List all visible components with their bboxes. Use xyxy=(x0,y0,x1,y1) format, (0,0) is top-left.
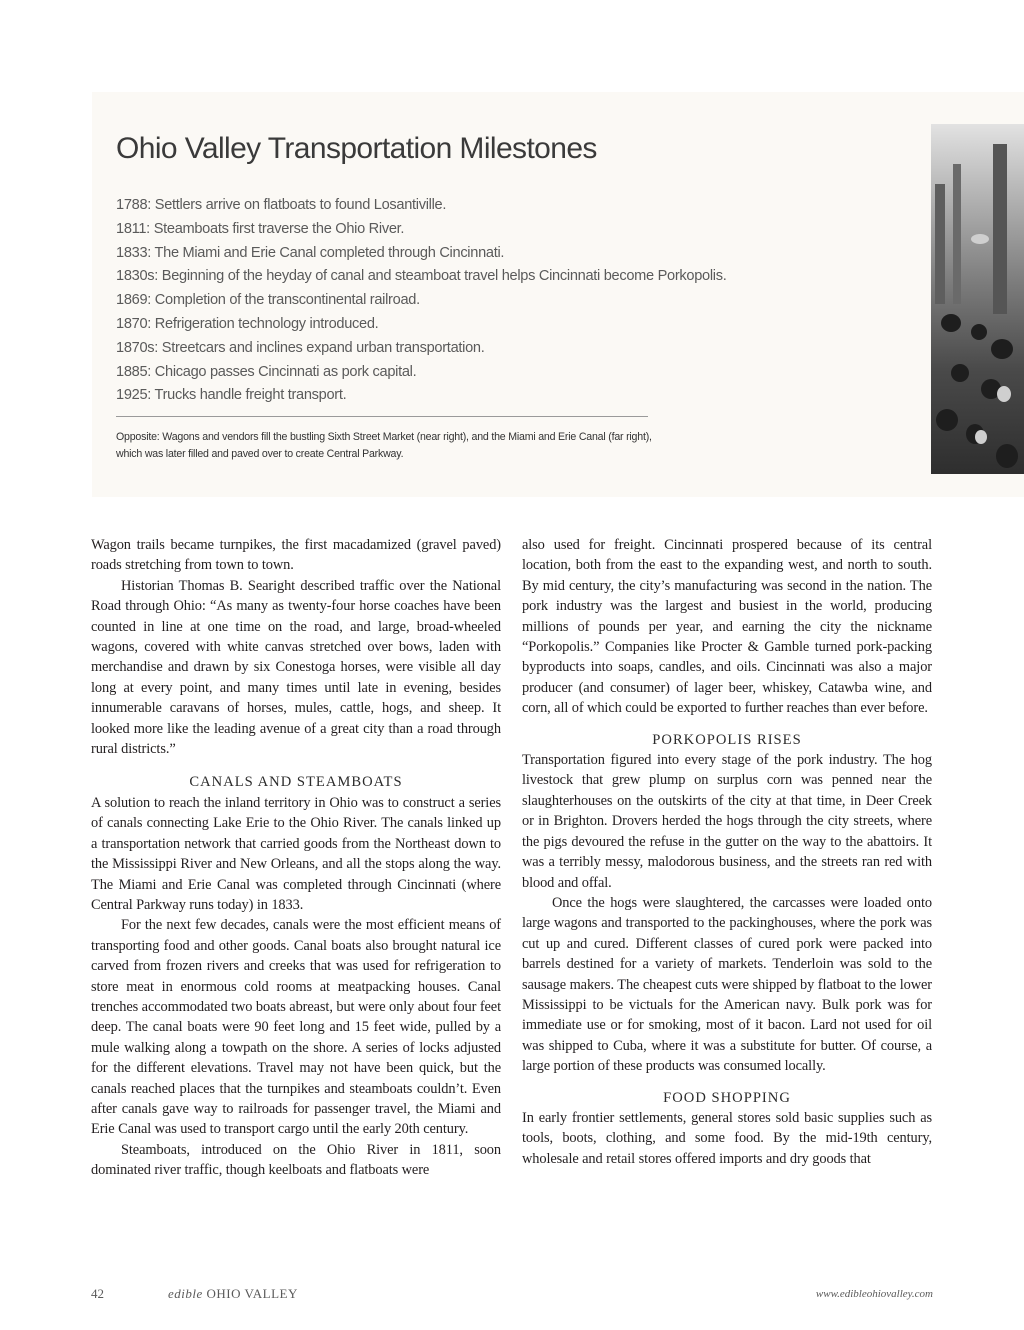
milestone-item: 1830s: Beginning of the heyday of canal and steamboat travel helps Cincinnati become Porkopolis. xyxy=(116,268,727,285)
photo-caption: Opposite: Wagons and vendors fill the bustling Sixth Street Market (near right), and the Miami and Erie Canal (far right), which was later filled and paved over to create Central Parkway. xyxy=(116,431,652,460)
body-paragraph: For the next few decades, canals were the most efficient means of transporting food and other goods. Canal boats also brought natural ice carved from frozen rivers and creeks that was used for refrigeration to store meat in enormous cold rooms at meatpacking houses. Canal trenches accommodated two boats abreast, but were only about four feet deep. The canal boats were 90 feet long and 15 feet wide, pulled by a mule walking along a towpath on the shore. A series of locks adjusted for the different elevations. Travel may not have been quick, but the canals reached places that the turnpikes and steamboats couldn’t. Even after canals gave way to railroads for passenger travel, the Miami and Erie Canal was used to transport cargo until the early 20th century. xyxy=(91,917,501,1138)
left-column xyxy=(91,535,501,1181)
milestone-item: 1885: Chicago passes Cincinnati as pork capital. xyxy=(116,363,417,380)
magazine-name-edible: edible xyxy=(168,1286,203,1301)
right-column xyxy=(522,535,932,1169)
body-paragraph: Wagon trails became turnpikes, the first macadamized (gravel paved) roads stretching from town to town. xyxy=(91,537,501,574)
body-paragraph: Historian Thomas B. Searight described traffic over the National Road through Ohio: “As many as twenty-four horse coaches have been counted in line at one time on the road, and large, broad-wheeled wagons, covered with white canvas stretched over bows, laden with merchandise and drawn by six Conestoga horses, were visible all day long at every point, and many times until late in evening, besides innumerable caravans of horses, mules, cattle, hogs, and sheep. It looked more like the leading avenue of a great city than a road through rural districts.” xyxy=(91,577,501,758)
historic-street-photo xyxy=(931,124,1024,474)
milestone-item: 1833: The Miami and Erie Canal completed through Cincinnati. xyxy=(116,244,505,261)
body-paragraph: Once the hogs were slaughtered, the carcasses were loaded onto large wagons and transported to the packinghouses, where the pork was cut up and cured. Different classes of cured pork were packed into barrels destined for a variety of markets. Tenderloin was sold to the sausage makers. The cheapest cuts were shipped by flatboat to the lower Mississippi to be victuals for the American navy. Bulk pork was for immediate use or for smoking, most of it bacon. Lard not used for oil was shipped to Cuba, where it was a substitute for butter. Of course, a large portion of these products was consumed locally. xyxy=(522,894,932,1075)
section-heading: CANALS AND STEAMBOATS xyxy=(189,774,403,791)
body-paragraph: A solution to reach the inland territory in Ohio was to construct a series of canals connecting Lake Erie to the Ohio River. The canals linked up a transportation network that carried goods from the Northeast down to the Mississippi River and New Orleans, and all the stops along the way. The Miami and Erie Canal was completed through Cincinnati (where Central Parkway runs today) in 1833. xyxy=(91,794,501,913)
milestone-item: 1870s: Streetcars and inclines expand urban transportation. xyxy=(116,339,485,356)
sidebar-title: Ohio Valley Transportation Milestones xyxy=(116,132,597,165)
milestone-item: 1869: Completion of the transcontinental railroad. xyxy=(116,292,420,309)
website-url: www.edibleohiovalley.com xyxy=(815,1288,933,1300)
magazine-name xyxy=(168,1286,298,1302)
milestone-item: 1925: Trucks handle freight transport. xyxy=(116,387,347,404)
body-paragraph: Transportation figured into every stage of the pork industry. The hog livestock that grew plump on surplus corn was penned near the slaughterhouses on the outskirts of the city at that time, in Deer Creek or in Brighton. Drovers herded the hogs through the city streets, where the pigs devoured the refuse in the gutter on the way to the abattoirs. It was a terribly messy, malodorous business, and the streets ran red with blood and offal. xyxy=(522,752,932,891)
section-heading: PORKOPOLIS RISES xyxy=(652,731,802,748)
milestone-item: 1811: Steamboats first traverse the Ohio River. xyxy=(116,220,405,237)
section-heading: FOOD SHOPPING xyxy=(663,1089,791,1106)
sidebar-divider xyxy=(116,416,648,417)
milestone-item: 1788: Settlers arrive on flatboats to found Losantiville. xyxy=(116,197,447,213)
body-paragraph: In early frontier settlements, general stores sold basic supplies such as tools, boots, clothing, and some food. By the mid-19th century, wholesale and retail stores offered imports and dry goods that xyxy=(522,1109,932,1167)
body-paragraph: Steamboats, introduced on the Ohio River in 1811, soon dominated river traffic, though keelboats and flatboats were xyxy=(91,1141,501,1179)
magazine-name-region: OHIO VALLEY xyxy=(206,1286,298,1301)
milestones-list xyxy=(116,194,726,408)
page-number: 42 xyxy=(91,1286,104,1301)
milestone-item: 1870: Refrigeration technology introduced. xyxy=(116,315,379,332)
body-paragraph: also used for freight. Cincinnati prospered because of its central location, both from the east to the expanding west, and north to south. By mid century, the city’s manufacturing was second in the nation. The pork industry was the largest and busiest in the world, producing millions of pounds per year, and earning the city the nickname “Porkopolis.” Companies like Procter & Gamble turned pork-packing byproducts into soaps, candles, and oils. Cincinnati was also a major producer (and consumer) of lager beer, whiskey, Catawba wine, and corn, all of which could be exported to further reaches than ever before. xyxy=(522,537,932,717)
